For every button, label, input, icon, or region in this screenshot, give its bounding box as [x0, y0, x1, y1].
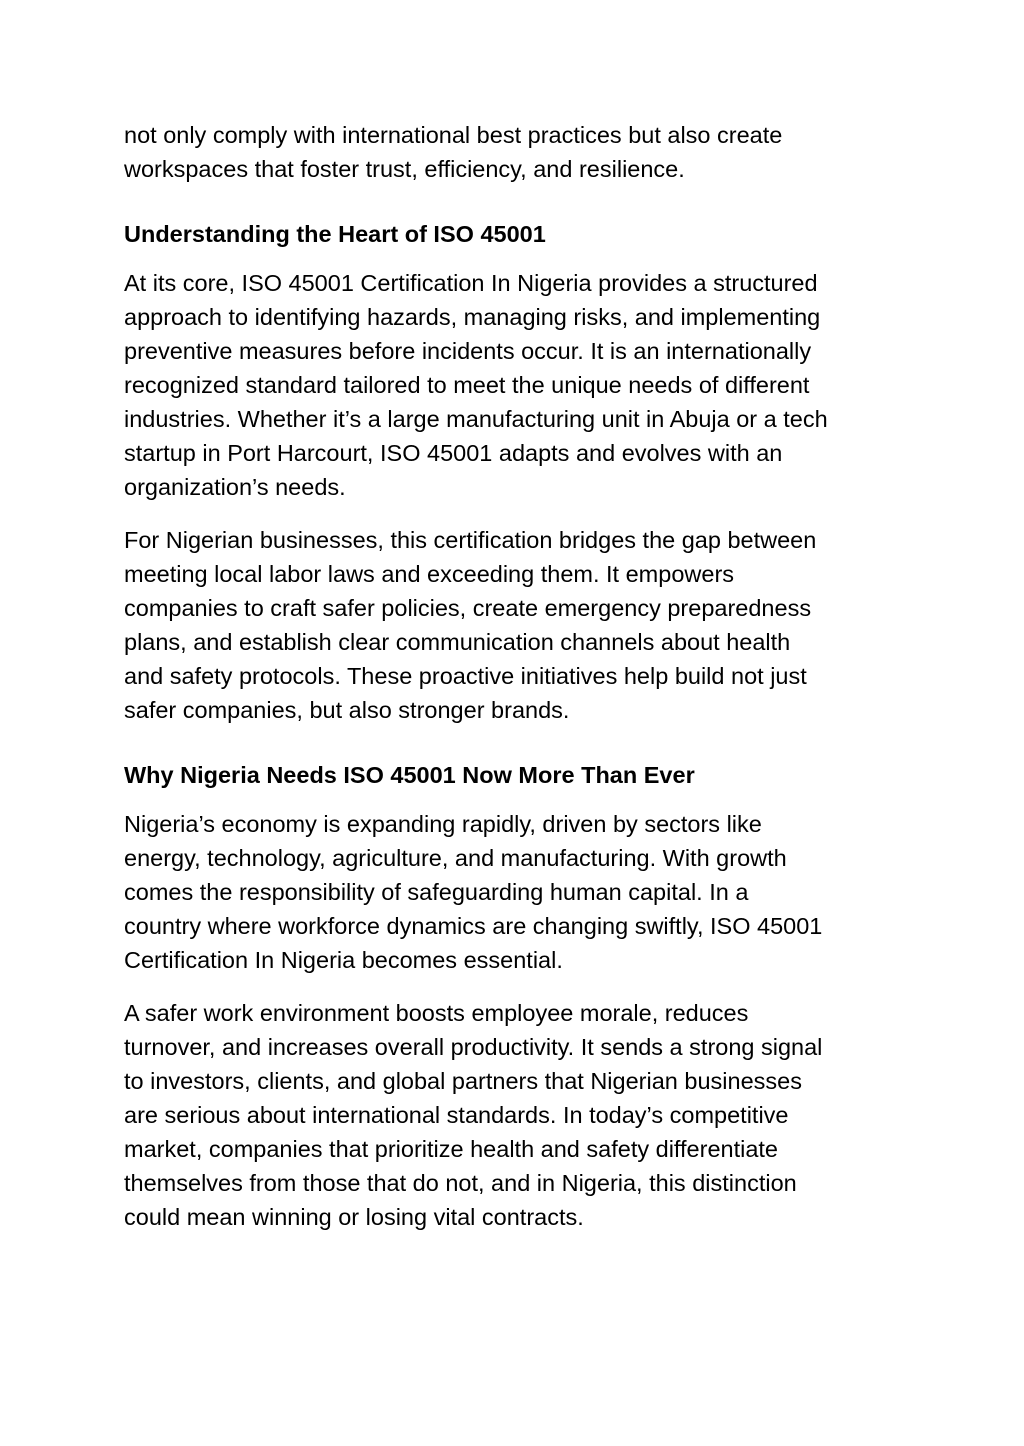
body-paragraph: Nigeria’s economy is expanding rapidly, driven by sectors like energy, technology, agriculture, and manufacturing. With growth comes the responsibility of safeguarding human capital. In a country where workforce dynamics are changing swiftly, ISO 45001 Certification In Nigeria becomes essential.	[124, 811, 823, 973]
section-why-nigeria	[124, 758, 904, 1234]
intro-paragraph: not only comply with international best practices but also create workspaces that foster trust, efficiency, and resilience.	[124, 122, 783, 182]
body-paragraph: For Nigerian businesses, this certification bridges the gap between meeting local labor laws and exceeding them. It empowers companies to craft safer policies, create emergency preparedness plans, and establish clear communication channels about health and safety protocols. These proactive initiatives help build not just safer companies, but also stronger brands.	[124, 527, 817, 723]
section-heading: Understanding the Heart of ISO 45001	[124, 221, 546, 247]
section-understanding	[124, 217, 904, 727]
body-paragraph: A safer work environment boosts employee morale, reduces turnover, and increases overall productivity. It sends a strong signal to investors, clients, and global partners that Nigerian businesses are serious about international standards. In today’s competitive market, companies that prioritize health and safety differentiate themselves from those that do not, and in Nigeria, this distinction could mean winning or losing vital contracts.	[124, 1000, 823, 1230]
body-paragraph: At its core, ISO 45001 Certification In Nigeria provides a structured approach to identifying hazards, managing risks, and implementing preventive measures before incidents occur. It is an internationally recognized standard tailored to meet the unique needs of different industries. Whether it’s a large manufacturing unit in Abuja or a tech startup in Port Harcourt, ISO 45001 adapts and evolves with an organization’s needs.	[124, 270, 828, 500]
section-heading: Why Nigeria Needs ISO 45001 Now More Than Ever	[124, 762, 695, 788]
document-page	[124, 118, 904, 1253]
